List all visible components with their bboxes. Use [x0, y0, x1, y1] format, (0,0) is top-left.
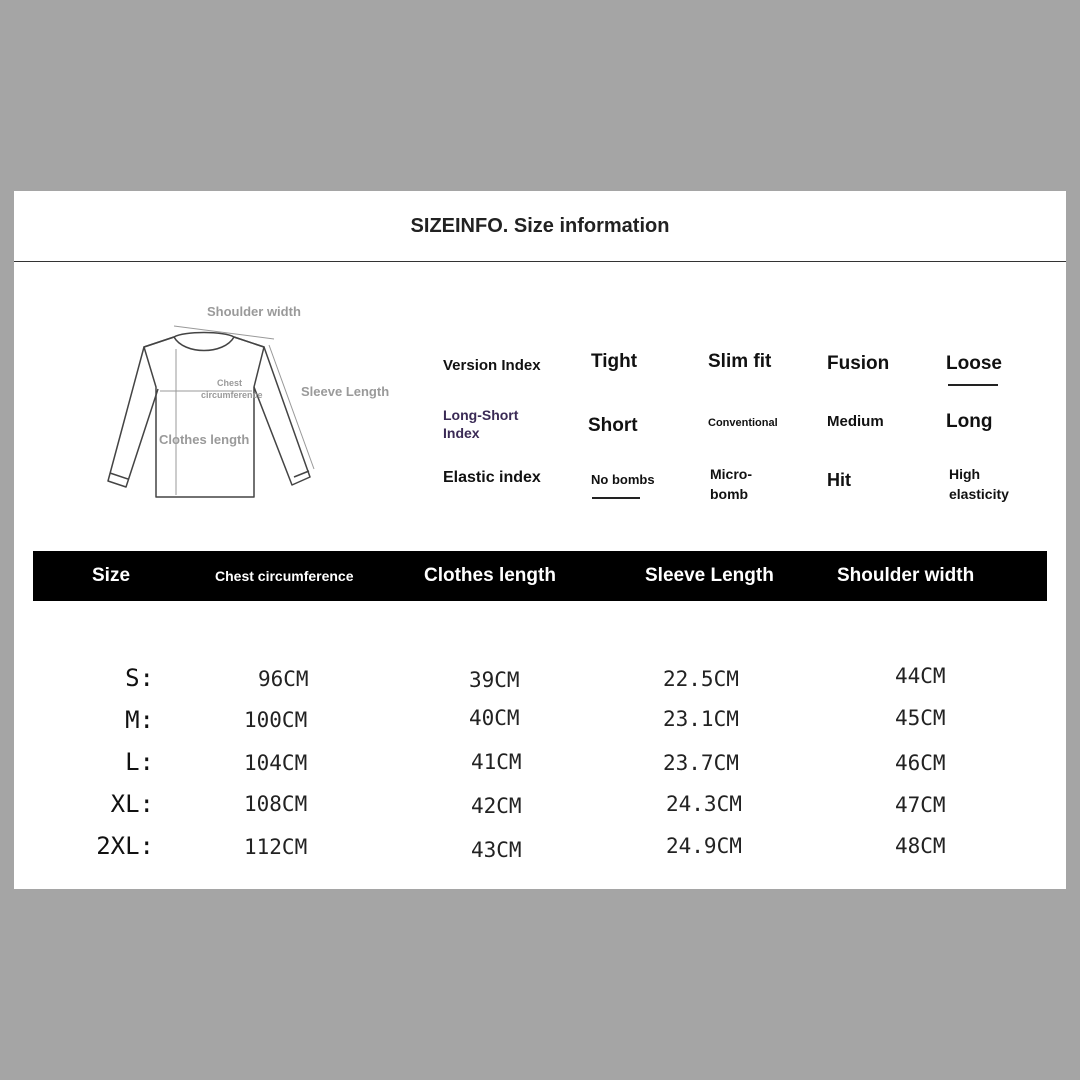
option-slim-fit: Slim fit — [708, 351, 772, 372]
header-shoulder-width: Shoulder width — [837, 565, 975, 586]
length-cell: 43CM — [471, 838, 522, 862]
long-short-index-label-line2: Index — [443, 425, 480, 441]
shoulder-cell: 48CM — [895, 834, 946, 858]
option-short: Short — [588, 415, 638, 436]
version-index-label: Version Index — [443, 357, 541, 374]
sleeve-cell: 23.1CM — [663, 707, 739, 731]
chest-label-line1: Chest — [217, 378, 243, 388]
option-tight: Tight — [591, 351, 638, 372]
option-fusion: Fusion — [827, 353, 890, 374]
header-sleeve-length: Sleeve Length — [645, 565, 774, 586]
garment-sketch — [104, 304, 404, 509]
page-title: SIZEINFO. Size information — [410, 214, 670, 237]
option-micro-bomb-line2: bomb — [710, 486, 749, 502]
chest-cell: 112CM — [244, 835, 308, 859]
size-cell: M: — [125, 706, 154, 734]
option-medium: Medium — [827, 413, 884, 430]
option-no-bombs: No bombs — [591, 472, 655, 487]
shoulder-cell: 44CM — [895, 664, 946, 688]
chest-cell: 104CM — [244, 751, 308, 775]
clothes-length-label: Clothes length — [159, 432, 250, 447]
size-cell: S: — [125, 664, 154, 692]
sleeve-length-label: Sleeve Length — [301, 384, 390, 399]
loose-selected-underline — [948, 384, 998, 386]
chest-cell: 96CM — [258, 667, 309, 691]
length-cell: 40CM — [469, 706, 520, 730]
sleeve-cell: 24.9CM — [666, 834, 742, 858]
header-clothes-length: Clothes length — [424, 565, 556, 586]
option-conventional: Conventional — [708, 417, 778, 429]
option-long: Long — [946, 411, 993, 432]
shoulder-cell: 46CM — [895, 751, 946, 775]
option-hit: Hit — [827, 470, 851, 490]
size-info-card — [14, 191, 1066, 889]
header-chest: Chest circumference — [215, 568, 354, 584]
option-micro-bomb-line1: Micro- — [710, 466, 752, 482]
title-divider — [14, 261, 1066, 262]
sleeve-cell: 22.5CM — [663, 667, 739, 691]
length-cell: 42CM — [471, 794, 522, 818]
size-cell: L: — [125, 748, 154, 776]
shoulder-cell: 47CM — [895, 793, 946, 817]
sleeve-cell: 24.3CM — [666, 792, 742, 816]
long-short-index-label-line1: Long-Short — [443, 407, 519, 423]
option-high-elasticity-line2: elasticity — [949, 486, 1009, 502]
option-loose: Loose — [946, 353, 1002, 374]
length-cell: 41CM — [471, 750, 522, 774]
header-size: Size — [92, 565, 131, 586]
chest-label-line2: circumference — [201, 390, 263, 400]
size-cell: XL: — [110, 790, 154, 818]
option-high-elasticity-line1: High — [949, 466, 981, 482]
sleeve-cell: 23.7CM — [663, 751, 739, 775]
size-table-header — [33, 551, 1047, 601]
shoulder-cell: 45CM — [895, 706, 946, 730]
shoulder-width-label: Shoulder width — [207, 304, 301, 319]
chest-cell: 108CM — [244, 792, 308, 816]
long-sleeve-shirt-icon — [104, 309, 404, 509]
length-cell: 39CM — [469, 668, 520, 692]
elastic-index-label: Elastic index — [443, 469, 541, 486]
size-cell: 2XL: — [96, 832, 154, 860]
no-bombs-selected-underline — [592, 497, 640, 499]
chest-cell: 100CM — [244, 708, 308, 732]
